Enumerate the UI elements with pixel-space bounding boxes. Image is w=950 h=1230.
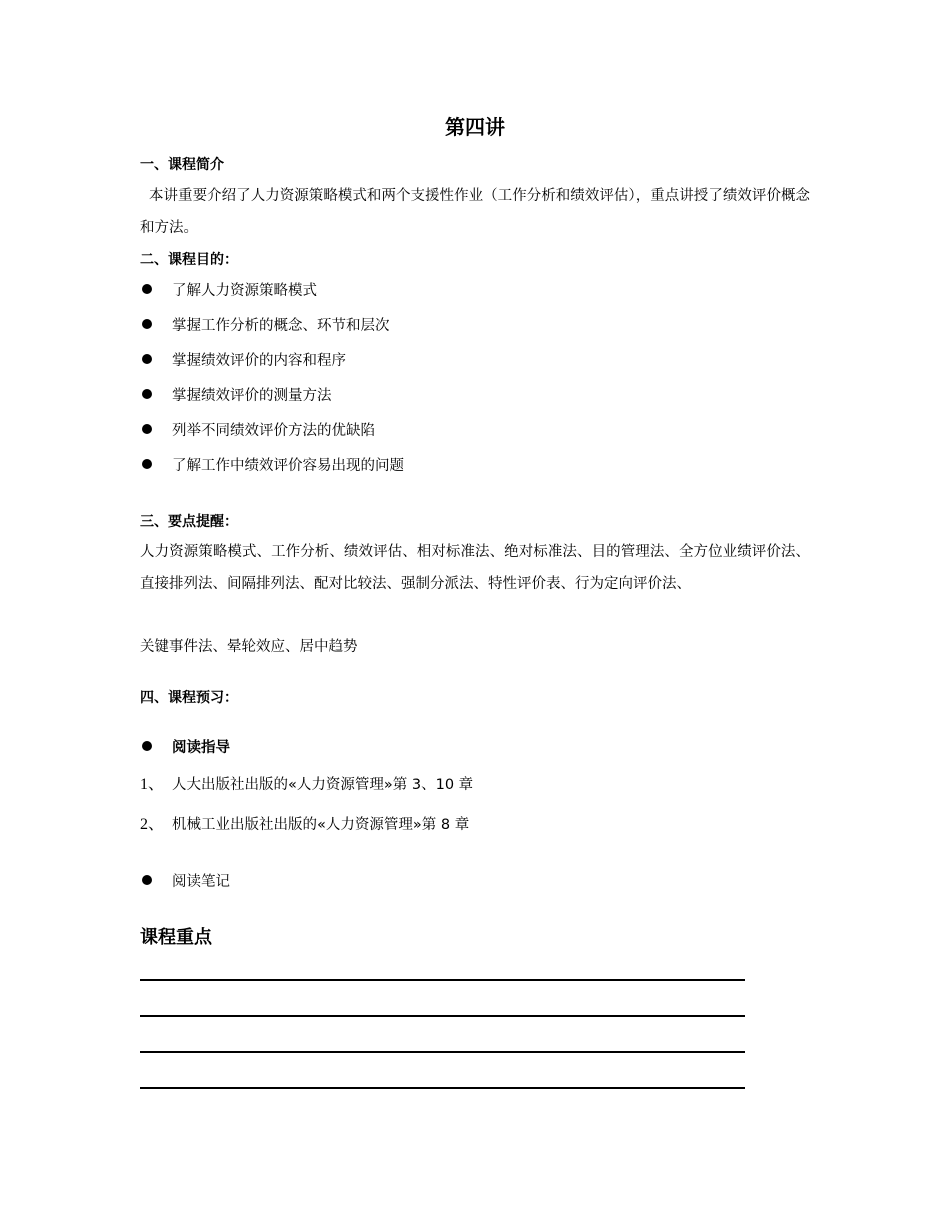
objective-text: 掌握绩效评价的内容和程序 — [172, 353, 346, 369]
objective-text: 掌握工作分析的概念、环节和层次 — [172, 318, 390, 334]
book-text: 机械工业出版社出版的«人力资源管理»第 8 章 — [172, 817, 470, 833]
bullet-icon — [142, 424, 152, 434]
list-number: 1、 — [140, 776, 165, 793]
reading-guide-label: 阅读指导 — [172, 740, 230, 756]
list-number: 2、 — [140, 816, 165, 833]
bullet-icon — [142, 741, 152, 751]
objective-text: 列举不同绩效评价方法的优缺陷 — [172, 423, 375, 439]
list-item — [140, 814, 469, 836]
keypoints-paragraph: 人力资源策略模式、工作分析、绩效评估、相对标准法、绝对标准法、目的管理法、全方位业绩评价法、直接排列法、间隔排列法、配对比较法、强制分派法、特性评价表、行为定向评价法、 — [140, 544, 810, 592]
section-heading-preview: 四、课程预习： — [140, 690, 238, 706]
section-heading-keypoints: 三、要点提醒： — [140, 514, 238, 530]
objective-text: 了解人力资源策略模式 — [172, 283, 317, 299]
list-item — [140, 420, 375, 442]
writing-line — [140, 1087, 745, 1089]
list-item — [140, 350, 346, 372]
bullet-icon — [142, 875, 152, 885]
list-item — [140, 455, 404, 477]
writing-line — [140, 1051, 745, 1053]
objective-text: 掌握绩效评价的测量方法 — [172, 388, 332, 404]
list-item-reading-guide — [140, 737, 230, 759]
writing-line — [140, 1015, 745, 1017]
bullet-icon — [142, 319, 152, 329]
list-item-reading-notes — [140, 871, 230, 893]
bullet-icon — [142, 459, 152, 469]
section-heading-objectives: 二、课程目的： — [140, 252, 238, 268]
book-text: 人大出版社出版的«人力资源管理»第 3、10 章 — [172, 777, 474, 793]
bullet-icon — [142, 284, 152, 294]
objective-text: 了解工作中绩效评价容易出现的问题 — [172, 458, 404, 474]
section-heading-focus: 课程重点 — [140, 927, 212, 948]
list-item — [140, 774, 473, 796]
list-item — [140, 315, 390, 337]
reading-notes-label: 阅读笔记 — [172, 874, 230, 890]
bullet-icon — [142, 354, 152, 364]
bullet-icon — [142, 389, 152, 399]
keypoints-paragraph-continued: 关键事件法、晕轮效应、居中趋势 — [140, 639, 358, 655]
list-item — [140, 280, 317, 302]
page-title: 第四讲 — [445, 115, 505, 139]
section-heading-intro: 一、课程简介 — [140, 157, 224, 173]
intro-paragraph: 本讲重要介绍了人力资源策略模式和两个支援性作业（工作分析和绩效评估），重点讲授了绩效评价概念和方法。 — [140, 188, 810, 236]
writing-line — [140, 979, 745, 981]
list-item — [140, 385, 332, 407]
